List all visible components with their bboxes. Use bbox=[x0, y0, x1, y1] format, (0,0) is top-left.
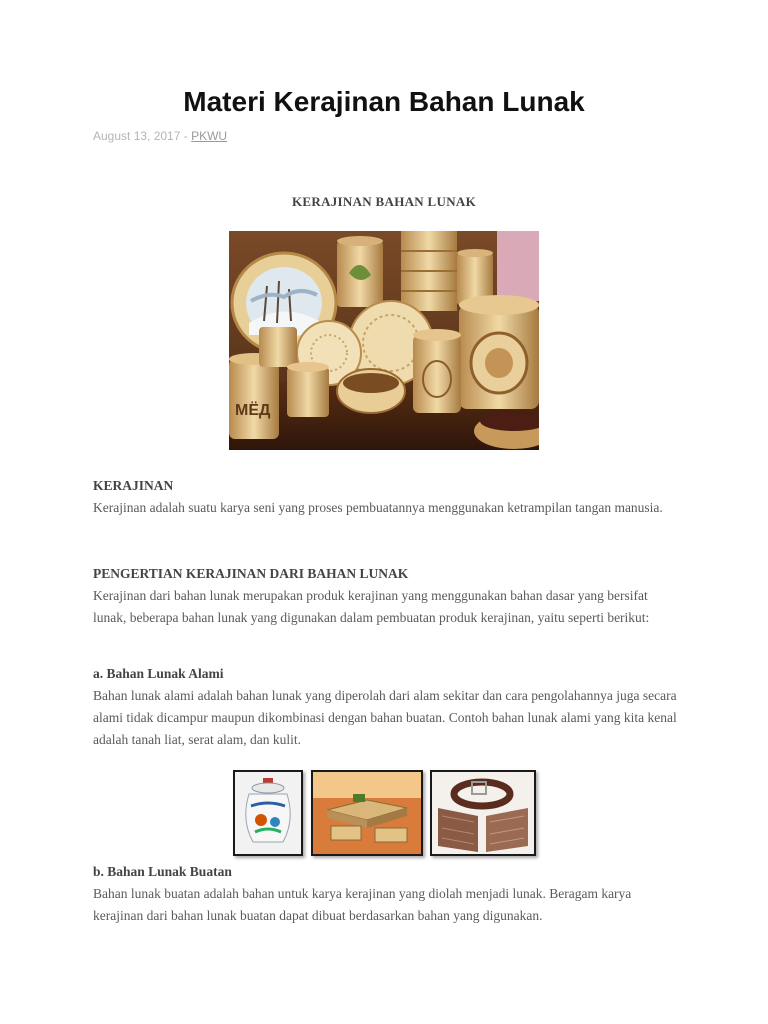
basketry-crafts-photo bbox=[229, 231, 539, 450]
category-link[interactable]: PKWU bbox=[191, 129, 228, 143]
example-thumbnails bbox=[0, 770, 768, 856]
content-heading: KERAJINAN BAHAN LUNAK bbox=[292, 194, 476, 209]
meta-separator: - bbox=[180, 129, 192, 143]
woven-fiber-furniture-photo bbox=[311, 770, 423, 856]
leather-belt-wallet-photo bbox=[430, 770, 536, 856]
page-title: Materi Kerajinan Bahan Lunak bbox=[183, 86, 585, 117]
section-heading: a. Bahan Lunak Alami bbox=[93, 666, 224, 681]
svg-text:MËД: MËД bbox=[235, 402, 271, 419]
section-text: Bahan lunak buatan adalah bahan untuk karya kerajinan yang diolah menjadi lunak. Beragam karya kerajinan dari bahan lunak buatan dapat dibuat berdasarkan bahan yang digunakan. bbox=[93, 886, 632, 923]
section-bahan-alami bbox=[93, 663, 683, 751]
section-heading: PENGERTIAN KERAJINAN DARI BAHAN LUNAK bbox=[93, 566, 409, 581]
section-text: Kerajinan dari bahan lunak merupakan produk kerajinan yang menggunakan bahan dasar yang bersifat lunak, beberapa bahan lunak yang digunakan dalam pembuatan produk kerajinan, yaitu seperti berikut: bbox=[93, 588, 650, 625]
section-bahan-buatan bbox=[93, 861, 683, 927]
section-kerajinan bbox=[93, 475, 683, 519]
ceramic-jar-photo bbox=[233, 770, 303, 856]
section-heading: b. Bahan Lunak Buatan bbox=[93, 864, 232, 879]
section-pengertian bbox=[93, 563, 683, 629]
post-date: August 13, 2017 bbox=[93, 129, 181, 143]
section-text: Bahan lunak alami adalah bahan lunak yang diperolah dari alam sekitar dan cara pengolahannya juga secara alami tidak dicampur maupun dikombinasi dengan bahan buatan. Contoh bahan lunak alami yang kita kenal adalah tanah liat, serat alam, dan kulit. bbox=[93, 688, 677, 747]
section-text: Kerajinan adalah suatu karya seni yang proses pembuatannya menggunakan ketrampilan tangan manusia. bbox=[93, 500, 663, 515]
post-meta bbox=[93, 129, 227, 143]
section-heading: KERAJINAN bbox=[93, 478, 174, 493]
